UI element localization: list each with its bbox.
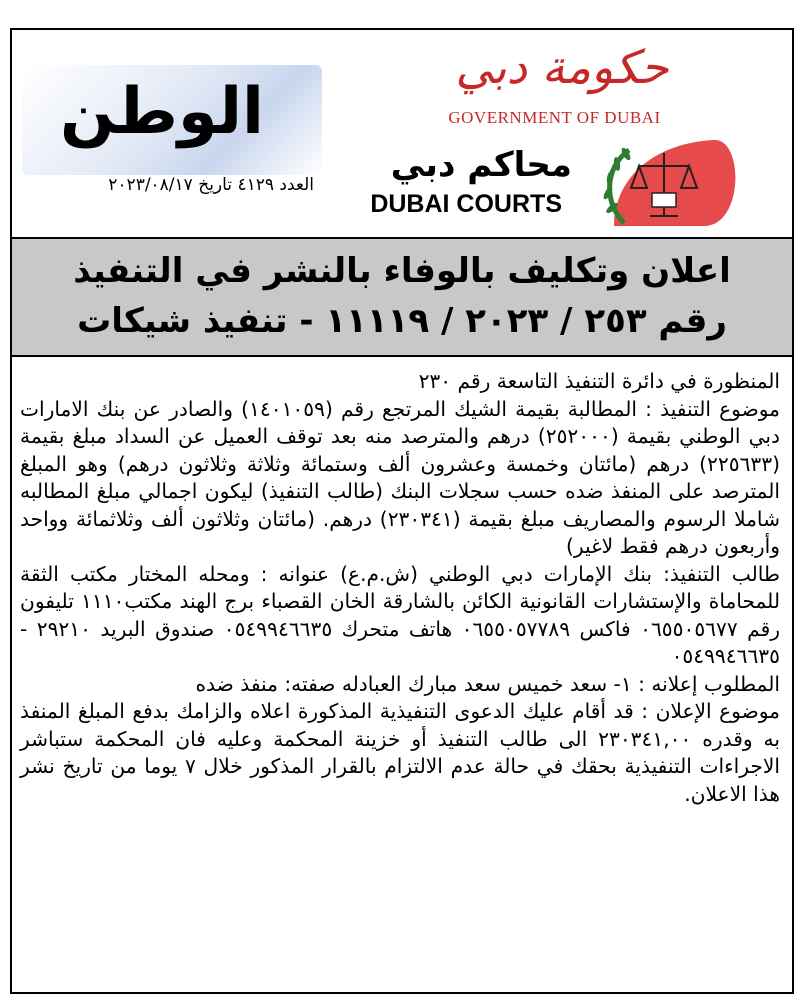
title-band: [12, 237, 792, 357]
body-paragraph-claimant: طالب التنفيذ: بنك الإمارات دبي الوطني (ش.م.ع) عنوانه : ومحله المختار مكتب الثقة للمحاماة والإستشارات القانونية الكائن بالشارقة الخان القصباء برج الهند مكتب١١١٠ تليفون رقم ٠٦٥٥٠٥٦٧٧ فاكس ٠٦٥٥٠٥٧٧٨٩ هاتف متحرك ٠٥٤٩٩٤٦٦٣٥ صندوق البريد ٢٩٢١٠ - ٠٥٤٩٩٤٦٦٣٥: [20, 561, 780, 668]
dubai-courts-english: DUBAI COURTS: [370, 190, 562, 218]
body-paragraph-notice-subject: موضوع الإعلان : قد أقام عليك الدعوى التنفيذية المذكورة اعلاه والزامك بدفع المبلغ المنفذ به وقدره ٢٣٠٣٤١,٠٠ الى طالب التنفيذ أو خزينة المحكمة وعليه فان المحكمة ستباشر الاجراءات التنفيذية بحقك في حالة عدم الالتزام بالقرار المذكور خلال ٧ يوما من تاريخ نشر هذا الاعلان.: [20, 699, 780, 806]
dubai-courts-emblem-icon: [584, 138, 744, 228]
notice-header: [12, 30, 792, 235]
government-logo-arabic: حكومة دبي: [455, 40, 669, 94]
government-logo-english: GOVERNMENT OF DUBAI: [448, 108, 661, 127]
title-line-2: رقم ٢٥٣ / ٢٠٢٣ / ١١١١٩ - تنفيذ شيكات: [77, 301, 727, 341]
body-paragraph-respondent: المطلوب إعلانه : ١- سعد خميس سعد مبارك العبادله صفته: منفذ ضده: [195, 671, 780, 696]
notice-body: [20, 368, 780, 808]
body-paragraph-circuit: المنظورة في دائرة التنفيذ التاسعة رقم ٢٣٠: [418, 369, 780, 393]
body-paragraph-execution-subject: موضوع التنفيذ : المطالبة بقيمة الشيك المرتجع رقم (١٤٠١٠٥٩) والصادر عن بنك الامارات دبي الوطني بقيمة (٢٥٢٠٠٠) درهم والمترصد منه بعد توقف العميل عن السداد مبلغ بقيمة (٢٢٥٦٣٣) درهم (مائتان وخمسة وعشرون ألف وستمائة وثلاثة وثلاثون درهم) وهو المبلغ المترصد على المنفذ ضده حسب سجلات البنك (طالب التنفيذ) ليكون اجمالي مبلغ المطالبه شاملا الرسوم والمصاريف مبلغ بقيمة (٢٣٠٣٤١) درهم. (مائتان وثلاثون ألف وثلاثمائة وواحد وأربعون درهم فقط لاغير): [20, 396, 780, 558]
title-line-1: اعلان وتكليف بالوفاء بالنشر في التنفيذ: [73, 251, 731, 291]
dubai-courts-arabic: محاكم دبي: [390, 145, 572, 185]
newspaper-name: الوطن: [60, 75, 264, 149]
issue-info: العدد ٤١٢٩ تاريخ ٢٠٢٣/٠٨/١٧: [108, 175, 314, 195]
notice-frame: [10, 28, 794, 994]
